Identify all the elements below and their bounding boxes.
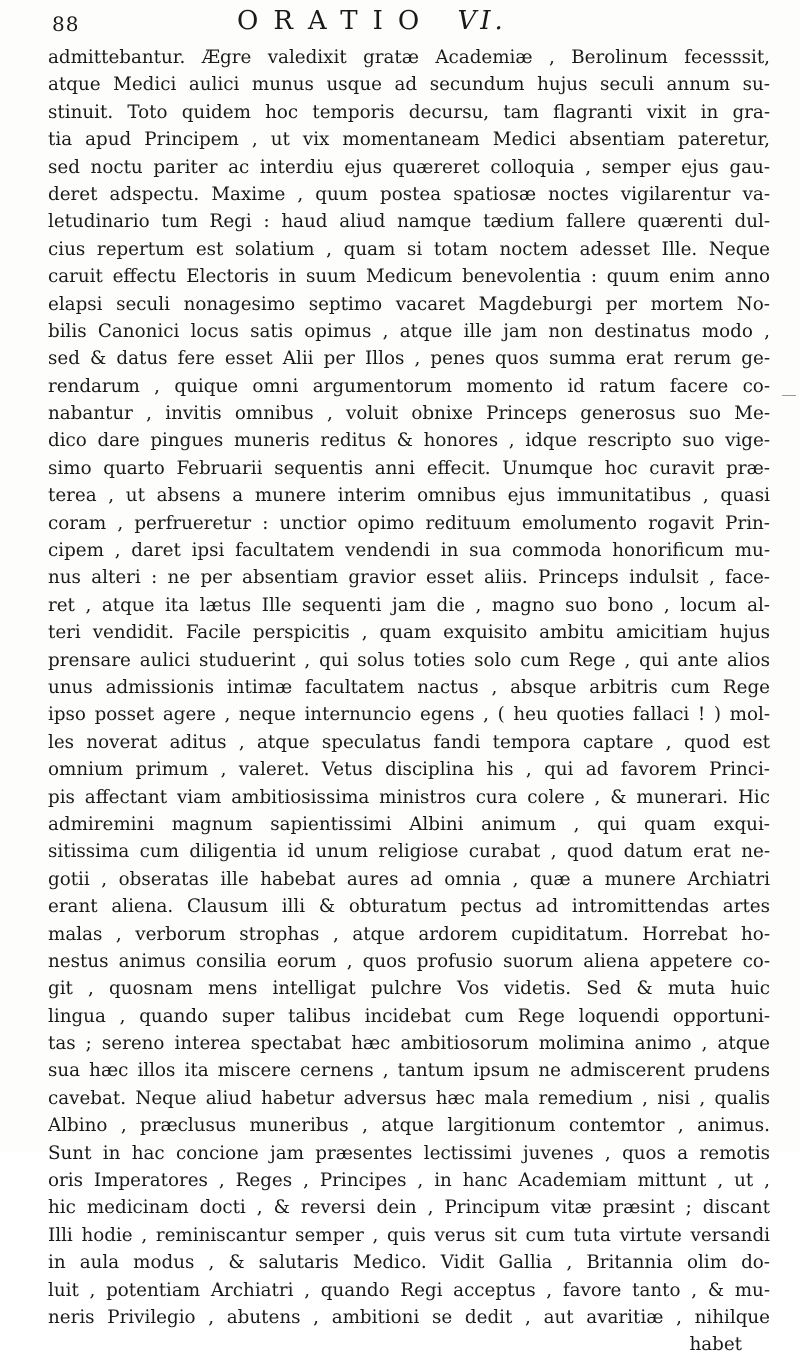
running-title-numeral: VI. <box>457 6 507 36</box>
text-line: tas ; sereno interea spectabat hæc ambitiosorum molimina animo , atque <box>48 1033 770 1055</box>
text-line: admittebantur. Ægre valedixit gratæ Academiæ , Berolinum fecesssit, <box>48 47 770 68</box>
text-line: atque Medici aulici munus usque ad secundum hujus seculi annum su- <box>48 74 770 96</box>
catchword: habet <box>689 1334 742 1356</box>
text-line: tia apud Principem , ut vix momentaneam Medici absentiam pateretur, <box>48 129 770 151</box>
text-line: ret , atque ita lætus Ille sequenti jam die , magno suo bono , locum al- <box>48 594 770 616</box>
text-line: Illi hodie , reminiscantur semper , quis verus sit cum tuta virtute versandi <box>48 1224 770 1246</box>
text-line: sua hæc illos ita miscere cernens , tantum ipsum ne admiscerent prudens <box>48 1060 770 1082</box>
text-line: Sunt in hac concione jam præsentes lectissimi juvenes , quos a remotis <box>48 1142 770 1164</box>
text-line: git , quosnam mens intelligat pulchre Vos videtis. Sed & muta huic <box>48 978 770 1000</box>
text-line: prensare aulici studuerint , qui solus toties solo cum Rege , qui ante alios <box>48 649 770 671</box>
text-line: nus alteri : ne per absentiam gravior esset aliis. Princeps indulsit , face- <box>48 567 770 589</box>
text-line: hic medicinam docti , & reversi dein , Principum vitæ præsint ; discant <box>48 1197 770 1219</box>
text-line: sitissima cum diligentia id unum religiose curabat , quod datum erat ne- <box>48 841 770 863</box>
text-line: sed noctu pariter ac interdiu ejus quæreret colloquia , semper ejus gau- <box>48 156 770 178</box>
running-title-main: ORATIO <box>237 6 435 36</box>
text-line: dico dare pingues muneris reditus & honores , idque rescripto suo vige- <box>48 430 770 452</box>
text-line: gotii , obseratas ille habebat aures ad omnia , quæ a munere Archiatri <box>48 868 770 890</box>
text-line: rendarum , quique omni argumentorum momento id ratum facere co- <box>48 375 770 397</box>
text-line: coram , perfrueretur : unctior opimo redituum emolumento rogavit Prin- <box>48 512 770 534</box>
text-line: elapsi seculi nonagesimo septimo vacaret Magdeburgi per mortem No- <box>48 293 770 315</box>
text-line: admiremini magnum sapientissimi Albini animum , qui quam exqui- <box>48 813 770 835</box>
text-line: Albino , præclusus muneribus , atque largitionum contemtor , animus. <box>48 1115 770 1137</box>
body-text <box>48 44 770 1359</box>
text-line: bilis Canonici locus satis opimus , atque ille jam non destinatus modo , <box>48 320 770 342</box>
text-line: sed & datus fere esset Alii per Illos , penes quos summa erat rerum ge- <box>48 348 770 370</box>
text-line: in aula modus , & salutaris Medico. Vidit Gallia , Britannia olim do- <box>48 1252 770 1274</box>
page-edge-mark <box>782 395 796 396</box>
text-line: malas , verborum strophas , atque ardorem cupiditatum. Horrebat ho- <box>48 923 770 945</box>
text-line: les noverat aditus , atque speculatus fandi tempora captare , quod est <box>48 731 770 753</box>
text-line: cavebat. Neque aliud habetur adversus hæc mala remedium , nisi , qualis <box>48 1087 770 1109</box>
running-head <box>52 4 752 40</box>
text-line: cius repertum est solatium , quam si totam noctem adesset Ille. Neque <box>48 238 770 260</box>
page-number: 88 <box>52 12 80 36</box>
text-line: luit , potentiam Archiatri , quando Regi acceptus , favore tanto , & mu- <box>48 1279 770 1301</box>
text-line: stinuit. Toto quidem hoc temporis decursu, tam flagranti vixit in gra- <box>48 101 770 123</box>
text-line: oris Imperatores , Reges , Principes , in hanc Academiam mittunt , ut , <box>48 1170 770 1192</box>
text-line: neris Privilegio , abutens , ambitioni se dedit , aut avaritiæ , nihilque <box>48 1306 770 1328</box>
text-line: caruit effectu Electoris in suum Medicum benevolentia : quum enim anno <box>48 266 770 288</box>
text-line: teri vendidit. Facile perspicitis , quam exquisito ambitu amicitiam hujus <box>48 622 770 644</box>
text-line: unus admissionis intimæ facultatem nactus , absque arbitris cum Rege <box>48 676 770 698</box>
text-line: erant aliena. Clausum illi & obturatum pectus ad intromittendas artes <box>48 896 770 918</box>
text-line: pis affectant viam ambitiosissima ministros cura colere , & munerari. Hic <box>48 786 770 808</box>
text-line: lingua , quando super talibus incidebat cum Rege loquendi opportuni- <box>48 1005 770 1027</box>
text-line: cipem , daret ipsi facultatem vendendi in sua commoda honorificum mu- <box>48 540 770 562</box>
text-line: simo quarto Februarii sequentis anni effecit. Unumque hoc curavit præ- <box>48 457 770 479</box>
running-title <box>237 6 507 36</box>
text-line: nabantur , invitis omnibus , voluit obnixe Princeps generosus suo Me- <box>48 403 770 425</box>
text-line: letudinario tum Regi : haud aliud namque tædium fallere quærenti dul- <box>48 211 770 233</box>
text-line: terea , ut absens a munere interim omnibus ejus immunitatibus , quasi <box>48 485 770 507</box>
text-line: ipso posset agere , neque internuncio egens , ( heu quoties fallaci ! ) mol- <box>48 704 770 726</box>
text-line: deret adspectu. Maxime , quum postea spatiosæ noctes vigilarentur va- <box>48 183 770 205</box>
text-line: nestus animus consilia eorum , quos profusio suorum aliena appetere co- <box>48 950 770 972</box>
text-line: omnium primum , valeret. Vetus disciplina his , qui ad favorem Princi- <box>48 759 770 781</box>
